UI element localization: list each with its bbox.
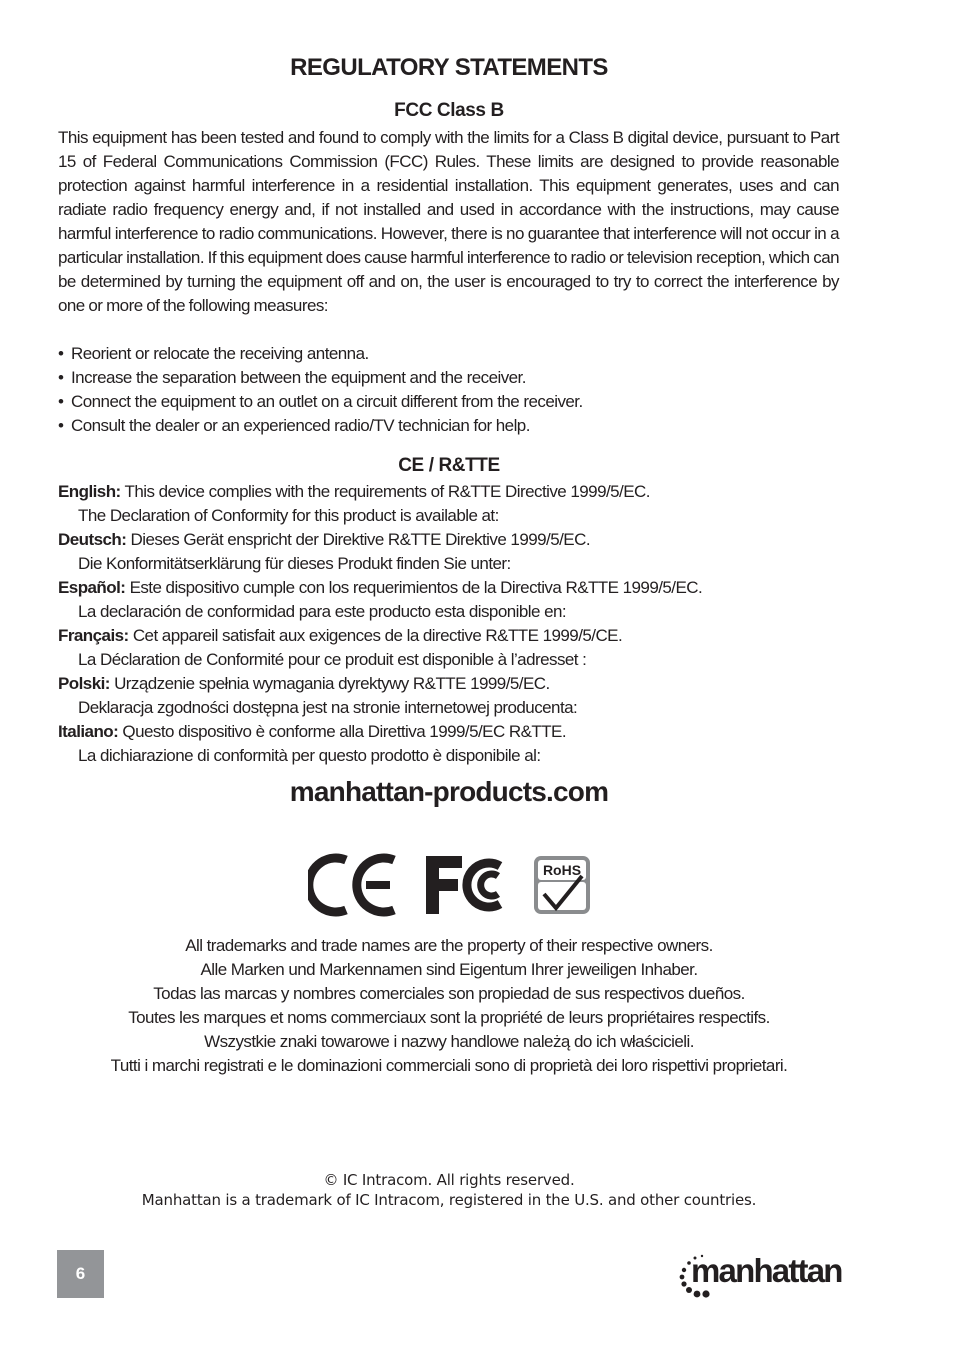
language-label: Español: (58, 578, 126, 597)
declaration-text: This device complies with the requirements of R&TTE Directive 1999/5/EC. (120, 482, 650, 501)
trademark-line: Tutti i marchi registrati e le dominazioni commerciali sono di proprietà dei loro rispettivi proprietari. (110, 1056, 788, 1075)
declaration-availability: Deklaracja zgodności dostępna jest na stronie internetowej producenta: (78, 698, 578, 717)
certification-logos (308, 852, 592, 918)
list-item: • Consult the dealer or an experienced radio/TV technician for help. (58, 414, 839, 438)
manhattan-logo (678, 1250, 848, 1300)
list-item: • Reorient or relocate the receiving antenna. (58, 342, 839, 366)
declaration-availability: La declaración de conformidad para este producto esta disponible en: (78, 602, 567, 621)
declaration-text: Cet appareil satisfait aux exigences de la directive R&TTE 1999/5/CE. (128, 626, 623, 645)
ce-mark-icon (308, 852, 398, 918)
ce-heading: CE / R&TTE (398, 455, 500, 476)
declaration-italiano (58, 720, 858, 744)
language-label: Polski: (58, 674, 110, 693)
declaration-availability: The Declaration of Conformity for this product is available at: (78, 506, 499, 525)
declaration-espanol (58, 576, 858, 600)
trademark-line: Alle Marken und Markennamen sind Eigentum Ihrer jeweiligen Inhaber. (200, 960, 698, 979)
footer (0, 1170, 898, 1210)
trademark-line: Todas las marcas y nombres comerciales son propiedad de sus respectivos dueños. (153, 984, 745, 1003)
declaration-polski (58, 672, 858, 696)
website-url: manhattan-products.com (289, 776, 609, 807)
fcc-paragraph: This equipment has been tested and found to comply with the limits for a Class B digital device, pursuant to Part 15 of Federal Communications Commission (FCC) Rules. These limits are designed to provide reasonable protection against harmful interference in a residential installation. This equipment generates, uses and can radiate radio frequency energy and, if not installed and used in accordance with the instructions, may cause harmful interference to radio communications. However, there is no guarantee that interference will not occur in a particular installation. If this equipment does cause harmful interference to radio or television reception, which can be determined by turning the equipment off and on, the user is encouraged to try to correct the interference by one or more of the following measures: (58, 128, 839, 315)
declaration-availability: La dichiarazione di conformità per questo prodotto è disponibile al: (78, 746, 541, 765)
list-item: • Connect the equipment to an outlet on a circuit different from the receiver. (58, 390, 839, 414)
rohs-check-icon (532, 852, 592, 918)
trademark-line: Wszystkie znaki towarowe i nazwy handlowe należą do ich właścicieli. (204, 1032, 694, 1051)
ce-declarations (58, 480, 858, 768)
language-label: Italiano: (58, 722, 119, 741)
fcc-measures-list (58, 342, 839, 438)
fcc-heading: FCC Class B (394, 100, 504, 121)
language-label: Deutsch: (58, 530, 127, 549)
trademark-notices (0, 934, 898, 1078)
brand-name: manhattan (691, 1252, 842, 1289)
trademark-line: Toutes les marques et noms commerciaux sont la propriété de leurs propriétaires respectifs. (128, 1008, 770, 1027)
declaration-text: Este dispositivo cumple con los requerimientos de la Directiva R&TTE 1999/5/EC. (125, 578, 703, 597)
trademark-line: All trademarks and trade names are the property of their respective owners. (185, 936, 713, 955)
declaration-francais (58, 624, 858, 648)
copyright-notice: © IC Intracom. All rights reserved. (323, 1171, 575, 1189)
declaration-text: Urządzenie spełnia wymagania dyrektywy R&TTE 1999/5/EC. (109, 674, 550, 693)
fcc-logo-icon (422, 852, 510, 918)
language-label: English: (58, 482, 121, 501)
declaration-deutsch (58, 528, 858, 552)
rohs-label: RoHS (542, 862, 582, 878)
page-number: 6 (57, 1250, 104, 1298)
declaration-text: Dieses Gerät enspricht der Direktive R&TTE Direktive 1999/5/EC. (126, 530, 590, 549)
trademark-notice: Manhattan is a trademark of IC Intracom, registered in the U.S. and other countries. (141, 1191, 757, 1209)
language-label: Français: (58, 626, 129, 645)
declaration-text: Questo dispositivo è conforme alla Direttiva 1999/5/EC R&TTE. (118, 722, 567, 741)
page-title: REGULATORY STATEMENTS (290, 54, 608, 81)
declaration-english (58, 480, 858, 504)
declaration-availability: La Déclaration de Conformité pour ce produit est disponible à l’adresset : (78, 650, 587, 669)
declaration-availability: Die Konformitätserklärung für dieses Produkt finden Sie unter: (78, 554, 511, 573)
list-item: • Increase the separation between the equipment and the receiver. (58, 366, 839, 390)
